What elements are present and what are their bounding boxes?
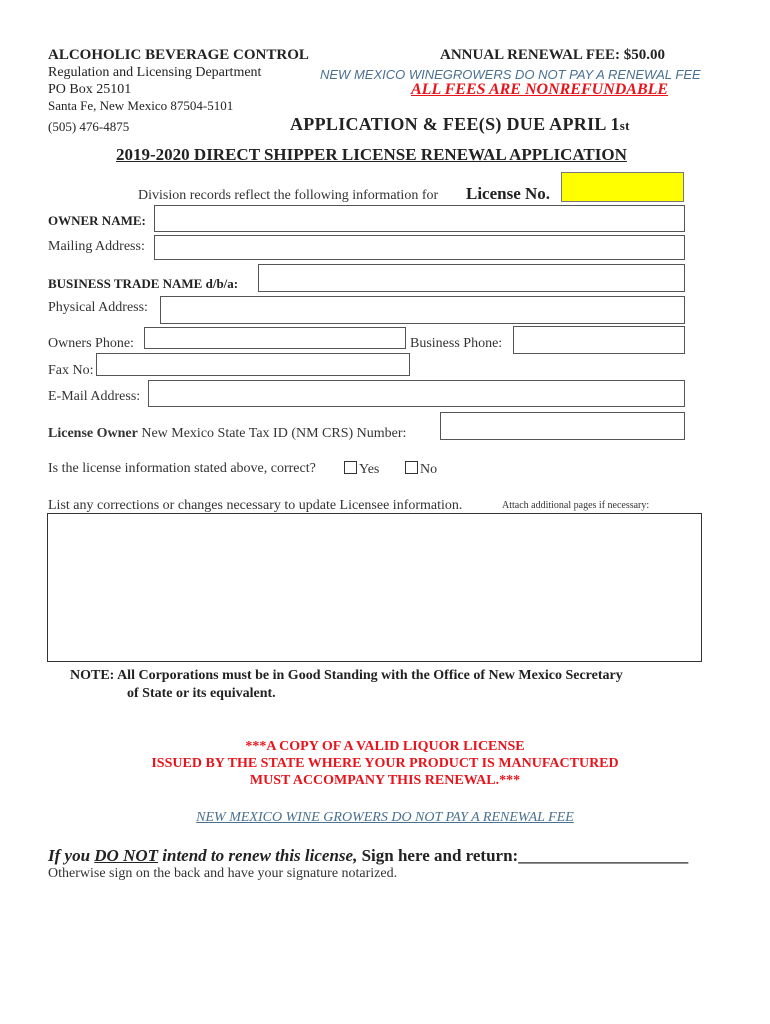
owner-name-label: OWNER NAME: xyxy=(48,213,146,228)
no-checkbox[interactable] xyxy=(405,461,418,474)
owners-phone-label: Owners Phone: xyxy=(48,336,134,351)
no-label: No xyxy=(420,462,438,477)
agency-department: Regulation and Licensing Department xyxy=(48,65,262,80)
signature-line[interactable] xyxy=(48,846,688,866)
sig-if-you: If you xyxy=(48,846,91,865)
agency-phone: (505) 476-4875 xyxy=(48,119,130,134)
email-input[interactable] xyxy=(148,380,685,407)
form-title: 2019-2020 DIRECT SHIPPER LICENSE RENEWAL APPLICATION xyxy=(116,145,627,164)
corrections-label: List any corrections or changes necessary to update Licensee information. xyxy=(48,498,463,513)
correct-question: Is the license information stated above, correct? xyxy=(48,461,316,476)
liquor-notice-line2: ISSUED BY THE STATE WHERE YOUR PRODUCT IS MANUFACTURED xyxy=(151,756,619,771)
mailing-address-label: Mailing Address: xyxy=(48,239,145,254)
liquor-notice-line1: ***A COPY OF A VALID LIQUOR LICENSE xyxy=(245,739,525,754)
tax-id-label-rest: New Mexico State Tax ID (NM CRS) Number: xyxy=(141,426,407,441)
mailing-address-input[interactable] xyxy=(154,235,685,260)
note-line2: of State or its equivalent. xyxy=(127,686,276,701)
fax-input[interactable] xyxy=(96,353,410,376)
corrections-attach-note: Attach additional pages if necessary: xyxy=(502,500,650,511)
wine-growers-footer: NEW MEXICO WINE GROWERS DO NOT PAY A RENEWAL FEE xyxy=(196,810,574,825)
note-line1: NOTE: All Corporations must be in Good Standing with the Office of New Mexico Secretary xyxy=(70,668,623,683)
nonrefundable-notice: ALL FEES ARE NONREFUNDABLE xyxy=(411,81,669,98)
license-no-label: License No. xyxy=(466,184,551,203)
corrections-textarea[interactable] xyxy=(47,513,702,662)
winegrowers-note: NEW MEXICO WINEGROWERS DO NOT PAY A RENEWAL FEE xyxy=(320,67,701,82)
business-phone-label: Business Phone: xyxy=(410,336,503,351)
owners-phone-input[interactable] xyxy=(144,327,406,349)
yes-checkbox[interactable] xyxy=(344,461,357,474)
business-trade-name-label: BUSINESS TRADE NAME d/b/a: xyxy=(48,276,239,291)
owner-name-input[interactable] xyxy=(154,205,685,232)
business-trade-name-input[interactable] xyxy=(258,264,685,292)
email-label: E-Mail Address: xyxy=(48,389,141,404)
liquor-notice-line3: MUST ACCOMPANY THIS RENEWAL.*** xyxy=(249,773,521,788)
business-phone-input[interactable] xyxy=(513,326,685,354)
sig-do-not: DO NOT xyxy=(94,846,159,865)
agency-name: ALCOHOLIC BEVERAGE CONTROL xyxy=(48,47,309,63)
division-text: Division records reflect the following information for xyxy=(138,188,439,203)
sig-intend: intend to renew this license, xyxy=(162,846,358,865)
due-date xyxy=(290,114,630,135)
agency-city: Santa Fe, New Mexico 87504-5101 xyxy=(48,98,234,113)
tax-id-label xyxy=(48,426,406,442)
tax-id-label-bold: License Owner xyxy=(48,426,138,441)
sig-sign-here: Sign here and return:____________________ xyxy=(361,846,689,865)
agency-po-box: PO Box 25101 xyxy=(48,82,132,97)
due-date-suffix: st xyxy=(619,118,630,133)
physical-address-input[interactable] xyxy=(160,296,685,324)
signature-otherwise: Otherwise sign on the back and have your signature notarized. xyxy=(48,866,398,881)
tax-id-input[interactable] xyxy=(440,412,685,440)
physical-address-label: Physical Address: xyxy=(48,300,148,315)
fax-label: Fax No: xyxy=(48,363,94,378)
yes-option[interactable] xyxy=(344,461,379,478)
no-option[interactable] xyxy=(405,461,437,478)
due-date-text: APPLICATION & FEE(S) DUE APRIL 1 xyxy=(290,114,620,134)
yes-label: Yes xyxy=(359,462,380,477)
renewal-fee: ANNUAL RENEWAL FEE: $50.00 xyxy=(440,47,666,63)
license-no-input[interactable] xyxy=(561,172,684,202)
